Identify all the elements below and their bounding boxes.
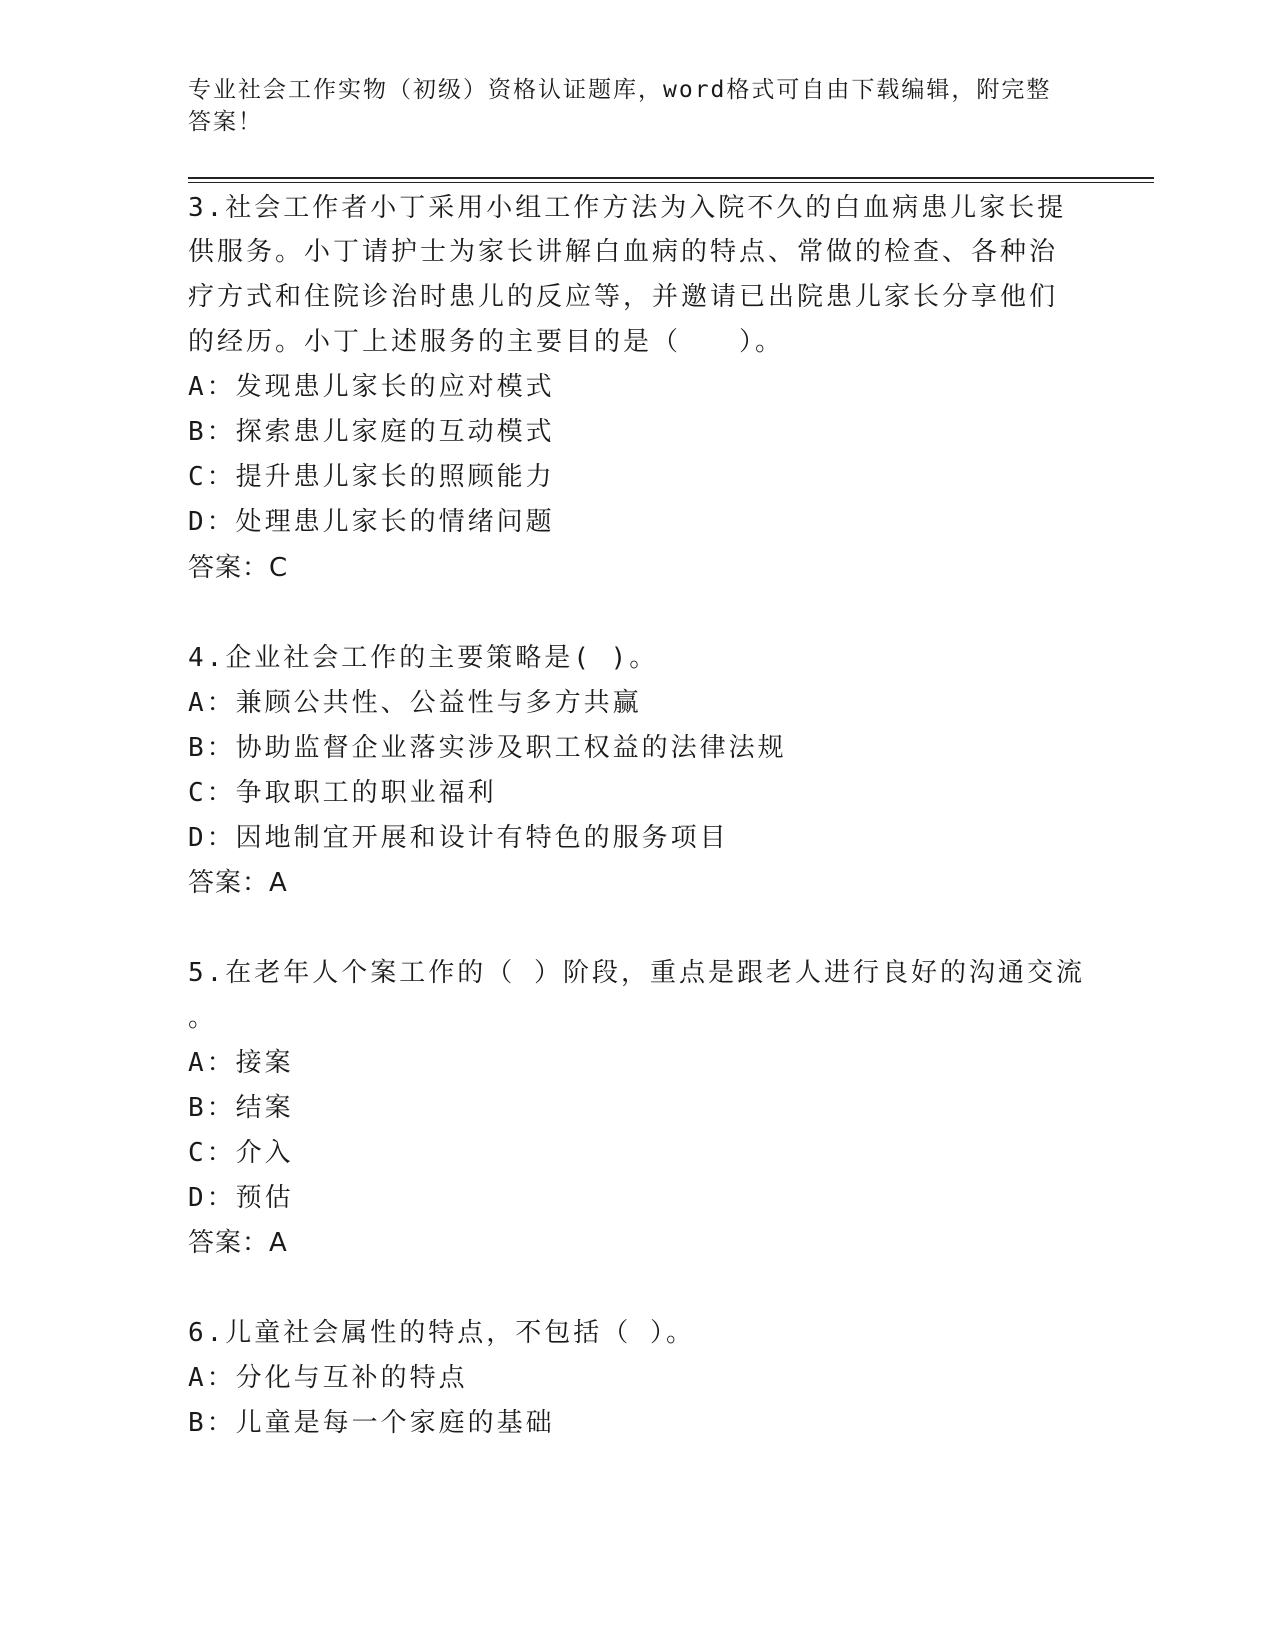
question-6-option-a: A：分化与互补的特点 [188, 1363, 468, 1393]
question-4-option-a: A：兼顾公共性、公益性与多方共赢 [188, 688, 642, 718]
question-4-stem-line-1: 4.企业社会工作的主要策略是( )。 [188, 643, 659, 673]
question-4-option-b: B：协助监督企业落实涉及职工权益的法律法规 [188, 733, 787, 763]
question-3-stem-line-1: 3.社会工作者小丁采用小组工作方法为入院不久的白血病患儿家长提 [188, 193, 1067, 223]
question-5-stem-line-1: 5.在老年人个案工作的（ ）阶段，重点是跟老人进行良好的沟通交流 [188, 958, 1085, 988]
question-5-option-d: D：预估 [188, 1183, 294, 1213]
question-3-stem-line-3: 疗方式和住院诊治时患儿的反应等，并邀请已出院患儿家长分享他们 [188, 282, 1059, 312]
document-header: 专业社会工作实物（初级）资格认证题库，word格式可自由下载编辑，附完整答案！ [188, 77, 1052, 135]
header-rule-thin [188, 182, 1154, 183]
question-4-answer: 答案：A [188, 868, 288, 898]
question-4-option-d: D：因地制宜开展和设计有特色的服务项目 [188, 823, 729, 853]
question-6-stem-line-1: 6.儿童社会属性的特点，不包括（ ）。 [188, 1318, 695, 1348]
question-3-option-a: A：发现患儿家长的应对模式 [188, 372, 555, 402]
question-3-stem-line-4: 的经历。小丁上述服务的主要目的是（ ）。 [188, 327, 785, 357]
question-3-option-c: C：提升患儿家长的照顾能力 [188, 462, 555, 492]
question-5-stem-line-2: 。 [188, 1003, 218, 1033]
question-6-option-b: B：儿童是每一个家庭的基础 [188, 1408, 555, 1438]
question-3-option-d: D：处理患儿家长的情绪问题 [188, 507, 555, 537]
question-3-stem-line-2: 供服务。小丁请护士为家长讲解白血病的特点、常做的检查、各种治 [188, 237, 1059, 267]
question-4-option-c: C：争取职工的职业福利 [188, 778, 497, 808]
question-5-answer: 答案：A [188, 1228, 288, 1258]
question-5-option-a: A：接案 [188, 1048, 294, 1078]
question-5-option-c: C：介入 [188, 1138, 294, 1168]
question-3-answer: 答案：C [188, 553, 289, 583]
question-3-option-b: B：探索患儿家庭的互动模式 [188, 417, 555, 447]
question-5-option-b: B：结案 [188, 1093, 294, 1123]
header-rule-thick [188, 177, 1154, 179]
